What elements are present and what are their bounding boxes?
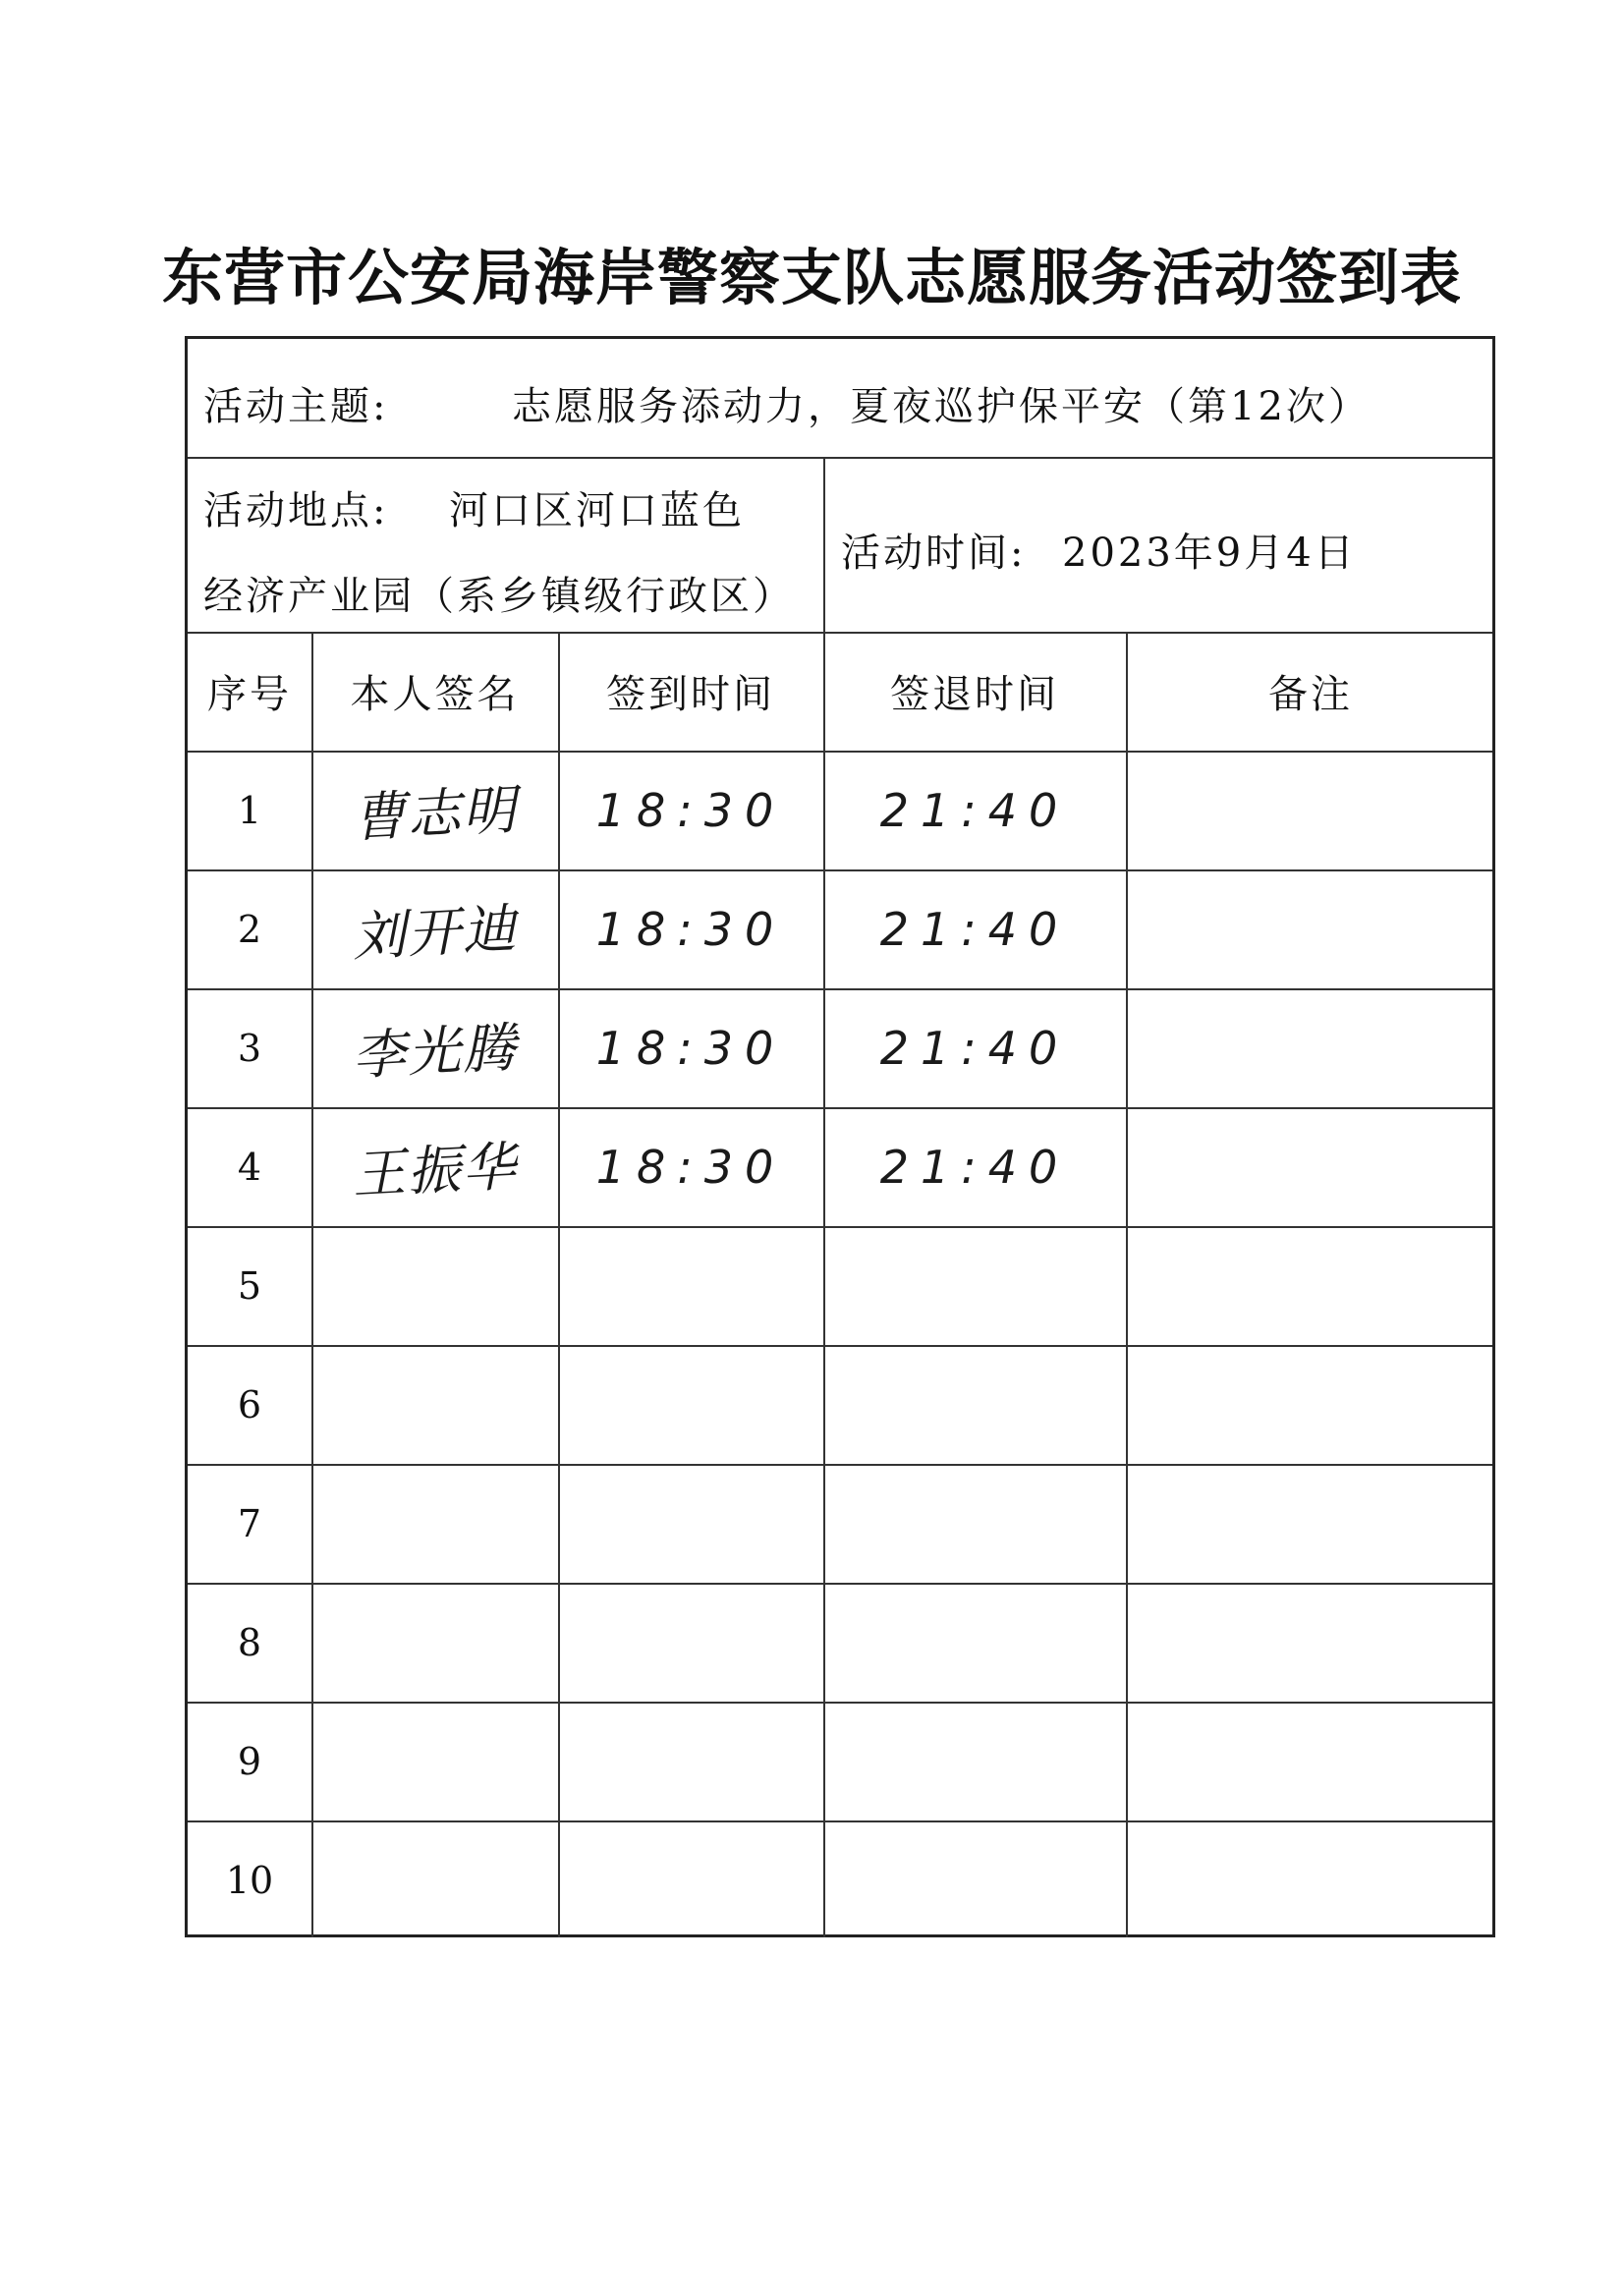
location-value-line1: 河口区河口蓝色 bbox=[449, 488, 745, 533]
theme-label: 活动主题: bbox=[203, 384, 389, 429]
row-divider bbox=[188, 457, 1492, 459]
row-checkin-time: 18:30 bbox=[595, 1140, 786, 1194]
header-index: 序号 bbox=[207, 672, 292, 717]
row-index: 10 bbox=[225, 1858, 274, 1902]
theme-value: 志愿服务添动力，夏夜巡护保平安（第12次） bbox=[512, 384, 1371, 429]
row-index: 9 bbox=[237, 1739, 262, 1783]
header-checkin: 签到时间 bbox=[606, 672, 775, 717]
row-remarks bbox=[1126, 1107, 1495, 1226]
time-value: 2023年9月4日 bbox=[1062, 531, 1357, 576]
page-title: 东营市公安局海岸警察支队志愿服务活动签到表 bbox=[161, 242, 1462, 313]
row-remarks bbox=[1126, 1226, 1495, 1345]
location-value-line2: 经济产业园（系乡镇级行政区） bbox=[203, 574, 795, 619]
row-signature bbox=[308, 1339, 561, 1471]
row-index: 5 bbox=[237, 1263, 262, 1308]
row-checkin-time bbox=[558, 1464, 823, 1583]
row-checkin-time bbox=[558, 1702, 823, 1820]
row-index: 2 bbox=[237, 907, 262, 951]
row-index: 6 bbox=[237, 1382, 262, 1427]
row-remarks bbox=[1126, 1464, 1495, 1583]
row-checkout-time bbox=[823, 1820, 1126, 1939]
row-checkin-time: 18:30 bbox=[595, 902, 786, 956]
row-signature bbox=[308, 1220, 561, 1352]
row-index: 8 bbox=[237, 1620, 262, 1664]
row-checkout-time: 21:40 bbox=[879, 1021, 1070, 1075]
row-remarks bbox=[1126, 1820, 1495, 1939]
row-signature bbox=[308, 1577, 561, 1708]
sign-in-table bbox=[185, 336, 1495, 1937]
row-checkout-time bbox=[823, 1583, 1126, 1702]
row-checkin-time bbox=[558, 1583, 823, 1702]
row-checkout-time bbox=[823, 1345, 1126, 1464]
row-remarks bbox=[1126, 751, 1495, 869]
row-signature: 刘开迪 bbox=[351, 897, 520, 969]
location-label: 活动地点: bbox=[203, 488, 389, 533]
row-signature: 曹志明 bbox=[351, 778, 520, 850]
header-signature: 本人签名 bbox=[350, 672, 520, 717]
header-checkout: 签退时间 bbox=[890, 672, 1059, 717]
row-index: 3 bbox=[237, 1026, 262, 1070]
row-signature bbox=[308, 1458, 561, 1590]
row-checkout-time: 21:40 bbox=[879, 902, 1070, 956]
row-index: 4 bbox=[237, 1145, 262, 1189]
row-checkout-time: 21:40 bbox=[879, 783, 1070, 837]
row-signature: 李光腾 bbox=[351, 1016, 520, 1088]
row-checkout-time: 21:40 bbox=[879, 1140, 1070, 1194]
row-checkin-time: 18:30 bbox=[595, 1021, 786, 1075]
row-checkin-time: 18:30 bbox=[595, 783, 786, 837]
row-checkout-time bbox=[823, 1226, 1126, 1345]
row-remarks bbox=[1126, 1583, 1495, 1702]
row-index: 1 bbox=[237, 788, 262, 832]
row-signature bbox=[308, 1696, 561, 1827]
row-signature: 王振华 bbox=[351, 1135, 520, 1206]
row-remarks bbox=[1126, 1345, 1495, 1464]
row-checkin-time bbox=[558, 1345, 823, 1464]
header-remarks: 备注 bbox=[1268, 672, 1353, 717]
row-checkin-time bbox=[558, 1820, 823, 1939]
row-remarks bbox=[1126, 988, 1495, 1107]
column-divider bbox=[823, 457, 825, 632]
row-remarks bbox=[1126, 869, 1495, 988]
row-checkout-time bbox=[823, 1464, 1126, 1583]
row-signature bbox=[308, 1815, 561, 1946]
row-remarks bbox=[1126, 1702, 1495, 1820]
row-checkout-time bbox=[823, 1702, 1126, 1820]
row-checkin-time bbox=[558, 1226, 823, 1345]
time-label: 活动时间: bbox=[841, 531, 1027, 576]
row-index: 7 bbox=[237, 1501, 262, 1545]
